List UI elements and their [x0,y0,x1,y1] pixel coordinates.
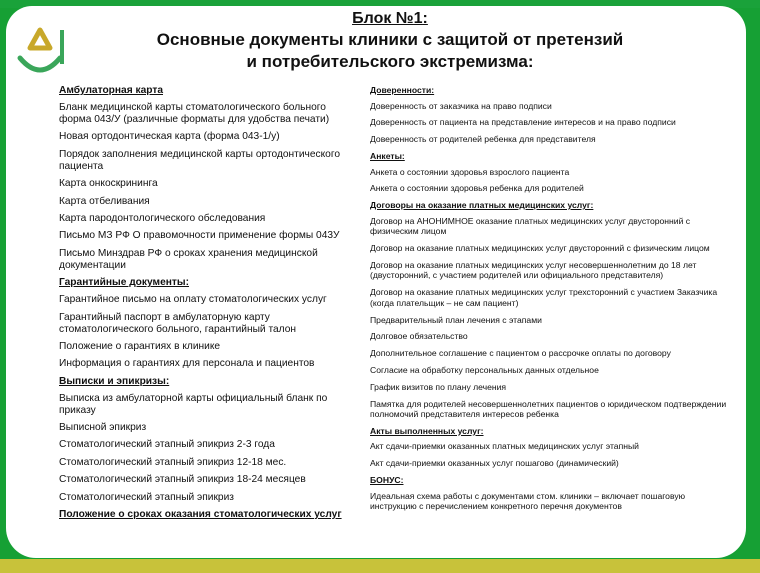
title-line3: и потребительского экстремизма: [246,52,534,71]
list-item: Карта пародонтологического обследования [59,212,266,224]
list-item: Акт сдачи-приемки оказанных платных медицинских услуг этапный [370,441,639,452]
list-item: Карта отбеливания [59,195,150,207]
list-item: Доверенность от родителей ребенка для представителя [370,134,596,145]
list-item: Договор на оказание платных медицинских услуг несовершеннолетним до 18 лет (двусторонний, с участием родителей или официального представителя) [370,259,697,281]
title-line2: Основные документы клиники с защитой от претензий [156,30,624,49]
list-item: Долговое обязательство [370,331,468,342]
right-section-heading: Анкеты: [370,150,405,161]
right-column [370,85,730,518]
clinic-logo-icon [16,24,72,84]
list-item: Договор на оказание платных медицинских услуг трехсторонний с участием Заказчика (когда плательщик – не сам пациент) [370,287,718,308]
list-item: Информация о гарантиях для персонала и пациентов [59,358,315,370]
list-item: График визитов по плану лечения [370,381,507,392]
list-item: Новая ортодонтическая карта (форма 043-1/у) [59,131,280,143]
list-item: Гарантийный паспорт в амбулаторную карту стоматологического больного, гарантийный талон [59,311,297,335]
left-section-heading: Выписки и эпикризы: [59,375,170,387]
list-item: Порядок заполнения медицинской карты ортодонтического пациента [59,148,340,172]
list-item: Акт сдачи-приемки оказанных услуг пошагово (динамический) [370,458,619,469]
list-item: Анкета о состоянии здоровья ребенка для родителей [370,183,584,194]
list-item: Выписной эпикриз [59,422,147,434]
left-section-heading: Амбулаторная карта [59,85,163,96]
left-column [59,85,355,526]
list-item: Положение о гарантиях в клинике [59,340,221,352]
title-line1: Блок №1 [352,10,423,27]
list-item: Выписка из амбулаторной карты официальный бланк по приказу [59,392,328,416]
right-section-heading: Акты выполненных услуг: [370,425,484,436]
list-item: Согласие на обработку персональных данных отдельное [370,364,599,375]
bottom-border [0,559,760,573]
right-section-heading: БОНУС: [370,475,404,486]
list-item: Стоматологический этапный эпикриз 12-18 мес. [59,456,287,468]
list-item: Стоматологический этапный эпикриз 2-3 года [59,439,275,451]
list-item: Памятка для родителей несовершеннолетних пациентов о юридическом подтверждении полномочий представителя интересов ребенка [370,398,727,420]
list-item: Письмо Минздрав РФ о сроках хранения медицинской документации [59,247,318,271]
list-item: Договор на оказание платных медицинских услуг двусторонний с физическим лицом [370,243,710,254]
right-section-heading: Доверенности: [370,85,435,95]
list-item: Идеальная схема работы с документами стом. клиники – включает пошаговую инструкцию с перечислением конкретного перечня документов [370,490,686,512]
list-item: Предварительный план лечения с этапами [370,314,542,325]
list-item: Письмо МЗ РФ О правомочности применение формы 043У [59,230,340,242]
list-item: Стоматологический этапный эпикриз [59,491,234,503]
list-item: Карта онкоскрининга [59,178,158,190]
page-title: Блок №1: Основные документы клиники с защитой от претензий и потребительского экстремизма: [110,9,670,73]
list-item: Стоматологический этапный эпикриз 18-24 месяцев [59,474,306,486]
list-item: Гарантийное письмо на оплату стоматологических услуг [59,294,327,306]
list-item: Анкета о состоянии здоровья взрослого пациента [370,166,570,177]
list-item: Бланк медицинской карты стоматологического больного форма 043/У (различные форматы для удобства печати) [59,102,330,125]
list-item: Договор на АНОНИМНОЕ оказание платных медицинских услуг двусторонний с физическим лицом [370,215,691,237]
list-item: Доверенность от пациента на представление интересов и на право подписи [370,117,676,128]
right-section-heading: Договоры на оказание платных медицинских услуг: [370,200,594,211]
list-item: Дополнительное соглашение с пациентом о рассрочке оплаты по договору [370,348,671,359]
list-item: Доверенность от заказчика на право подписи [370,100,552,111]
left-section-heading: Гарантийные документы: [59,277,189,289]
left-section-heading: Положение о сроках оказания стоматологических услуг [59,509,342,521]
